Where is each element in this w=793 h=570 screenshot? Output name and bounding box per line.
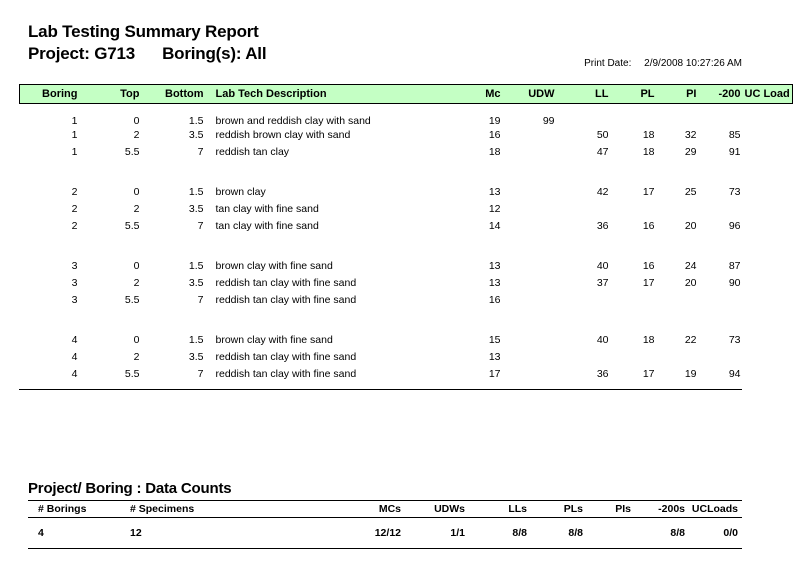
cell-udw xyxy=(505,350,559,367)
cell-pl: 16 xyxy=(642,260,655,272)
cell-udw xyxy=(505,219,559,236)
column-header-mc: Mc xyxy=(451,85,505,104)
cell-boring: 2 xyxy=(71,186,78,198)
summary-title: Project/ Boring : Data Counts xyxy=(28,480,232,497)
cell-bottom: 7 xyxy=(197,146,204,158)
table-row xyxy=(20,128,793,145)
column-header-udw: UDW xyxy=(505,85,559,104)
cell-description: tan clay with fine sand xyxy=(215,220,319,232)
summary-column-header-specimens: # Specimens xyxy=(120,501,335,518)
cell-udw xyxy=(505,293,559,310)
cell-ll: 36 xyxy=(596,368,609,380)
cell-pi: 20 xyxy=(684,277,697,289)
cell-minus200 xyxy=(701,202,745,219)
cell-uc-load xyxy=(745,350,793,367)
cell-udw xyxy=(505,202,559,219)
cell-uc-load xyxy=(745,202,793,219)
table-header-row xyxy=(20,85,793,104)
summary-cell-borings: 4 xyxy=(28,518,120,549)
cell-ll xyxy=(559,104,613,129)
cell-top: 0 xyxy=(133,186,140,198)
print-date-value: 2/9/2008 10:27:26 AM xyxy=(644,58,742,69)
cell-bottom: 7 xyxy=(197,294,204,306)
project-value: G713 xyxy=(94,44,136,63)
cell-top: 5.5 xyxy=(124,146,140,158)
cell-minus200: 73 xyxy=(728,334,741,346)
summary-cell-minus200s: 8/8 xyxy=(635,518,689,549)
cell-pl: 16 xyxy=(642,220,655,232)
lab-results-body xyxy=(20,104,793,385)
column-header-pi: PI xyxy=(659,85,701,104)
cell-description: brown and reddish clay with sand xyxy=(215,115,371,127)
column-header-minus200: -200 xyxy=(701,85,745,104)
column-header-boring: Boring xyxy=(20,85,82,104)
cell-top: 2 xyxy=(133,351,140,363)
cell-uc-load xyxy=(745,293,793,310)
summary-column-header-ucloads: UCLoads xyxy=(689,501,742,518)
cell-pi: 22 xyxy=(684,334,697,346)
summary-cell-lls: 8/8 xyxy=(469,518,531,549)
cell-ll: 40 xyxy=(596,334,609,346)
cell-uc-load xyxy=(745,128,793,145)
cell-minus200: 73 xyxy=(728,186,741,198)
cell-udw xyxy=(505,128,559,145)
cell-mc: 13 xyxy=(488,260,501,272)
cell-boring: 2 xyxy=(71,220,78,232)
cell-description: reddish tan clay xyxy=(215,146,290,158)
table-row xyxy=(20,367,793,384)
cell-udw: 99 xyxy=(542,115,555,127)
summary-cell-specimens: 12 xyxy=(120,518,335,549)
cell-ll: 40 xyxy=(596,260,609,272)
cell-pi: 29 xyxy=(684,146,697,158)
cell-minus200 xyxy=(701,293,745,310)
cell-mc: 16 xyxy=(488,129,501,141)
cell-uc-load xyxy=(745,145,793,162)
cell-mc: 12 xyxy=(488,203,501,215)
cell-udw xyxy=(505,276,559,293)
cell-minus200: 87 xyxy=(728,260,741,272)
column-header-pl: PL xyxy=(613,85,659,104)
cell-bottom: 7 xyxy=(197,220,204,232)
borings-label: Boring(s): xyxy=(162,44,242,63)
cell-ll: 36 xyxy=(596,220,609,232)
cell-boring: 4 xyxy=(71,334,78,346)
cell-minus200: 94 xyxy=(728,368,741,380)
report-header xyxy=(28,22,266,64)
print-date xyxy=(584,58,742,69)
cell-uc-load xyxy=(745,276,793,293)
cell-top: 5.5 xyxy=(124,294,140,306)
cell-pi: 32 xyxy=(684,129,697,141)
cell-pi: 20 xyxy=(684,220,697,232)
cell-pl: 18 xyxy=(642,146,655,158)
cell-description: reddish tan clay with fine sand xyxy=(215,368,357,380)
table-row xyxy=(20,293,793,310)
cell-uc-load xyxy=(745,259,793,276)
cell-mc: 13 xyxy=(488,277,501,289)
table-row xyxy=(20,333,793,350)
summary-cell-ucloads: 0/0 xyxy=(689,518,742,549)
cell-mc: 19 xyxy=(488,115,501,127)
cell-boring: 1 xyxy=(71,146,78,158)
cell-mc: 14 xyxy=(488,220,501,232)
summary-body xyxy=(28,518,742,549)
cell-pl xyxy=(613,293,659,310)
cell-description: reddish tan clay with fine sand xyxy=(215,277,357,289)
cell-pi xyxy=(659,202,701,219)
table-row xyxy=(20,185,793,202)
cell-bottom: 1.5 xyxy=(188,115,204,127)
summary-column-header-mcs: MCs xyxy=(335,501,405,518)
table-row xyxy=(20,259,793,276)
cell-uc-load xyxy=(745,219,793,236)
column-header-ll: LL xyxy=(559,85,613,104)
table-row xyxy=(20,350,793,367)
cell-pl: 18 xyxy=(642,334,655,346)
group-spacer xyxy=(20,310,793,333)
summary-row xyxy=(28,518,742,549)
summary-cell-pis xyxy=(587,518,635,549)
cell-ll xyxy=(559,293,613,310)
cell-mc: 13 xyxy=(488,351,501,363)
cell-boring: 1 xyxy=(71,115,78,127)
cell-uc-load xyxy=(745,367,793,384)
cell-bottom: 7 xyxy=(197,368,204,380)
cell-boring: 3 xyxy=(71,294,78,306)
project-line xyxy=(28,43,266,64)
cell-udw xyxy=(505,185,559,202)
cell-udw xyxy=(505,367,559,384)
page-title: Lab Testing Summary Report xyxy=(28,22,259,41)
cell-pl xyxy=(613,202,659,219)
summary-column-header-minus200s: -200s xyxy=(635,501,689,518)
group-spacer xyxy=(20,236,793,259)
cell-top: 2 xyxy=(133,129,140,141)
summary-column-header-borings: # Borings xyxy=(28,501,120,518)
column-header-uc-load: UC Load xyxy=(745,85,793,104)
cell-bottom: 1.5 xyxy=(188,260,204,272)
cell-pi xyxy=(659,104,701,129)
cell-top: 5.5 xyxy=(124,220,140,232)
cell-uc-load xyxy=(745,185,793,202)
cell-description: reddish tan clay with fine sand xyxy=(215,351,357,363)
cell-udw xyxy=(505,259,559,276)
cell-mc: 13 xyxy=(488,186,501,198)
cell-bottom: 3.5 xyxy=(188,351,204,363)
summary-column-header-pis: PIs xyxy=(587,501,635,518)
borings-value: All xyxy=(245,44,267,63)
column-header-description: Lab Tech Description xyxy=(208,85,451,104)
cell-top: 0 xyxy=(133,115,140,127)
data-counts-table xyxy=(28,500,742,549)
summary-cell-pls: 8/8 xyxy=(531,518,587,549)
cell-minus200: 96 xyxy=(728,220,741,232)
cell-pi xyxy=(659,293,701,310)
table-row xyxy=(20,104,793,129)
summary-cell-mcs: 12/12 xyxy=(335,518,405,549)
cell-description: reddish tan clay with fine sand xyxy=(215,294,357,306)
cell-boring: 3 xyxy=(71,277,78,289)
cell-ll xyxy=(559,350,613,367)
cell-uc-load xyxy=(745,104,793,129)
cell-udw xyxy=(505,333,559,350)
cell-ll: 37 xyxy=(596,277,609,289)
cell-udw xyxy=(505,145,559,162)
cell-description: tan clay with fine sand xyxy=(215,203,319,215)
cell-minus200 xyxy=(701,350,745,367)
cell-pl xyxy=(613,104,659,129)
lab-results-table-container xyxy=(19,84,790,390)
cell-minus200 xyxy=(701,104,745,129)
project-label: Project: xyxy=(28,44,90,63)
cell-mc: 15 xyxy=(488,334,501,346)
cell-mc: 18 xyxy=(488,146,501,158)
summary-column-header-lls: LLs xyxy=(469,501,531,518)
summary-column-header-pls: PLs xyxy=(531,501,587,518)
table-row xyxy=(20,219,793,236)
cell-pi xyxy=(659,350,701,367)
group-spacer xyxy=(20,162,793,185)
cell-bottom: 3.5 xyxy=(188,277,204,289)
cell-ll: 50 xyxy=(596,129,609,141)
cell-description: brown clay xyxy=(215,186,266,198)
cell-top: 2 xyxy=(133,277,140,289)
cell-description: reddish brown clay with sand xyxy=(215,129,351,141)
cell-pi: 25 xyxy=(684,186,697,198)
cell-pl xyxy=(613,350,659,367)
lab-results-table xyxy=(19,84,793,384)
cell-pi: 24 xyxy=(684,260,697,272)
cell-top: 0 xyxy=(133,260,140,272)
summary-cell-udws: 1/1 xyxy=(405,518,469,549)
cell-minus200: 85 xyxy=(728,129,741,141)
table-row xyxy=(20,145,793,162)
cell-minus200: 90 xyxy=(728,277,741,289)
cell-boring: 2 xyxy=(71,203,78,215)
cell-description: brown clay with fine sand xyxy=(215,260,333,272)
column-header-bottom: Bottom xyxy=(144,85,208,104)
column-header-top: Top xyxy=(82,85,144,104)
cell-uc-load xyxy=(745,333,793,350)
cell-boring: 4 xyxy=(71,368,78,380)
cell-bottom: 1.5 xyxy=(188,186,204,198)
cell-ll: 42 xyxy=(596,186,609,198)
cell-bottom: 3.5 xyxy=(188,203,204,215)
cell-boring: 1 xyxy=(71,129,78,141)
cell-top: 5.5 xyxy=(124,368,140,380)
cell-pl: 17 xyxy=(642,277,655,289)
summary-column-header-udws: UDWs xyxy=(405,501,469,518)
table-row xyxy=(20,276,793,293)
cell-boring: 3 xyxy=(71,260,78,272)
cell-ll: 47 xyxy=(596,146,609,158)
cell-top: 2 xyxy=(133,203,140,215)
data-counts-section xyxy=(28,480,742,549)
cell-ll xyxy=(559,202,613,219)
cell-pi: 19 xyxy=(684,368,697,380)
table-bottom-divider xyxy=(19,389,742,390)
print-date-label: Print Date: xyxy=(584,58,632,69)
cell-bottom: 3.5 xyxy=(188,129,204,141)
cell-mc: 17 xyxy=(488,368,501,380)
summary-header-row xyxy=(28,501,742,518)
cell-boring: 4 xyxy=(71,351,78,363)
table-row xyxy=(20,202,793,219)
cell-minus200: 91 xyxy=(728,146,741,158)
cell-mc: 16 xyxy=(488,294,501,306)
cell-bottom: 1.5 xyxy=(188,334,204,346)
cell-pl: 17 xyxy=(642,186,655,198)
cell-pl: 18 xyxy=(642,129,655,141)
cell-description: brown clay with fine sand xyxy=(215,334,333,346)
cell-top: 0 xyxy=(133,334,140,346)
cell-pl: 17 xyxy=(642,368,655,380)
